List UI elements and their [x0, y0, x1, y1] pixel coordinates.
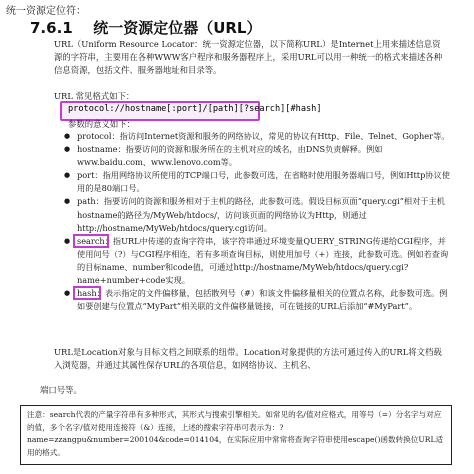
list-item-search: [64, 235, 454, 287]
section-title: 统一资源定位器（URL）: [93, 19, 262, 37]
term-port: port: [77, 170, 95, 181]
list-item-protocol: [64, 130, 454, 143]
page-caption: 统一资源定位符：: [6, 6, 86, 17]
list-item-port: [64, 169, 454, 195]
section-heading: [30, 17, 261, 38]
term-hostname: hostname: [77, 144, 118, 155]
term-path: path: [77, 196, 96, 207]
intro-paragraph: URL（Uniform Resource Locator：统一资源定位器，以下简称URL）是Internet上用来描述信息资源的字符串，主要用在各种WWW客户程序和服务器程序上，采用URL可以用一种统一的格式来描述各种信息资源，包括文件、服务器地址和目录等。: [54, 39, 443, 75]
param-list: [64, 130, 454, 313]
format-label: URL 常见格式如下：: [54, 91, 135, 101]
section-number: 7.6.1: [30, 19, 73, 37]
search-highlight-box: [73, 234, 109, 248]
list-item-path: [64, 195, 454, 234]
desc-hostname: ：指要访问的资源和服务所在的主机对应的域名，由DNS负责解释。例如www.baidu.com、www.lenovo.com等。: [77, 144, 383, 168]
list-item-hostname: [64, 143, 454, 169]
term-hash: hash: [77, 288, 97, 298]
location-paragraph: URL是Location对象与目标文档之间联系的纽带。Location对象提供的方法可通过传入的URL将文档载入浏览器，并通过其属性保存URL的各项信息，如网络协议、主机名、: [54, 347, 442, 370]
params-label: 参数的意义如下：: [68, 119, 135, 129]
desc-hash: ：表示指定的文件偏移量，包括散列号（#）和该文件偏移量相关的位置点名称，此参数可选。例如要创建与位置点“MyPart”相关联的文件偏移量链接，可在链接的URL后添加“#MyPart”。: [77, 288, 448, 312]
desc-path: ：指要访问的资源和服务相对于主机的路径，此参数可选。假设目标页面“query.cgi”相对于主机hostname的路径为/MyWeb/htdocs/，访问该页面的网络协议为Http，则通过http://hostname/MyWeb/htdocs/query.cgi访问。: [77, 196, 445, 233]
hash-highlight-box: [73, 286, 101, 300]
desc-search: ：指URL中传递的查询字符串，该字符串通过环境变量QUERY_STRING传递给CGI程序，并使用问号（?）与CGI程序相连，若有多项查询目标，则使用加号（+）连接，此参数可选。例如若查询的目标name、number和code值，可通过http://hostname/MyWeb/htdocs/query.cgi?name+number+code实现。: [77, 235, 449, 286]
desc-port: ：指用网络协议所使用的TCP端口号，此参数可选，在省略时使用服务器端口号，例如Http协议使用的是80端口号。: [77, 170, 450, 194]
note-box: 注意：search代表的产量字符串有多种形式，其形式与搜索引擎相关。如常见的名/值对应格式，用等号（=）分名字与对应的值，多个名字/值对使用连接符（&）连接，上述的搜索字符串可表示为：?name=zzangpu&number=200104&code=014104，在实际应用中常常将查询字符串使用escape()函数转换位URL适用的格式。: [20, 405, 452, 465]
term-protocol: protocol: [77, 131, 112, 141]
url-format: protocol://hostname[:port]/[path][?search][#hash]: [68, 104, 322, 114]
list-item-hash: [64, 287, 454, 313]
trailing-text: 端口号等。: [40, 385, 82, 395]
desc-protocol: ：指访问Internet资源和服务的网络协议，常见的协议有Http、File、Telnet、Gopher等。: [111, 131, 450, 141]
term-search: search: [77, 236, 105, 246]
